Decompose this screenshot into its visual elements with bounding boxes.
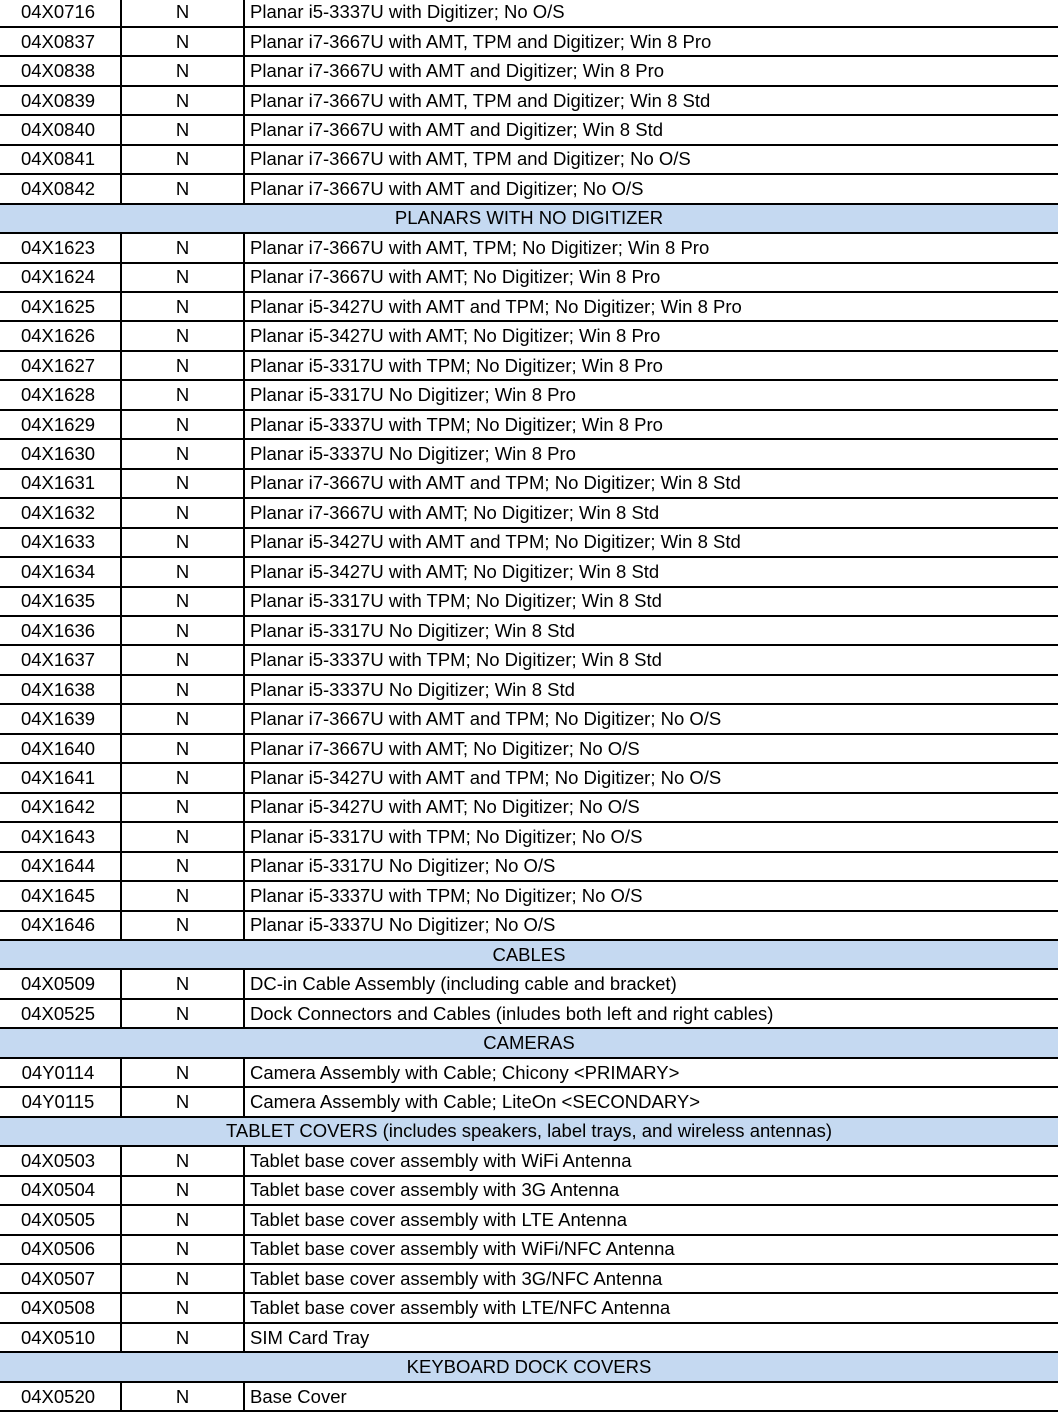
flag-cell: N: [122, 1383, 245, 1410]
description-cell: Planar i5-3427U with AMT; No Digitizer; Win 8 Pro: [250, 325, 661, 347]
section-header-row: [0, 1353, 1058, 1382]
flag-cell: N: [122, 794, 245, 821]
part-number-cell: 04X0841: [0, 146, 122, 173]
table-row: [0, 1177, 1058, 1206]
part-number-cell: 04X0839: [0, 87, 122, 114]
flag-cell: N: [122, 1177, 245, 1204]
description-cell: Tablet base cover assembly with LTE/NFC Antenna: [250, 1297, 671, 1319]
part-number-cell: 04Y0114: [0, 1059, 122, 1086]
flag-cell: N: [122, 1236, 245, 1263]
description-cell: Planar i7-3667U with AMT, TPM and Digitizer; Win 8 Std: [250, 89, 711, 111]
table-row: [0, 1088, 1058, 1117]
table-row: [0, 970, 1058, 999]
flag-cell: N: [122, 853, 245, 880]
flag-cell: N: [122, 1294, 245, 1321]
section-title: PLANARS WITH NO DIGITIZER: [394, 207, 664, 229]
table-row: [0, 322, 1058, 351]
flag-cell: N: [122, 175, 245, 202]
flag-cell: N: [122, 1147, 245, 1174]
part-number-cell: 04X0506: [0, 1236, 122, 1263]
flag-cell: N: [122, 529, 245, 556]
flag-cell: N: [122, 499, 245, 526]
part-number-cell: 04X1643: [0, 823, 122, 850]
part-number-cell: 04X0509: [0, 970, 122, 997]
table-row: [0, 1236, 1058, 1265]
table-row: [0, 234, 1058, 263]
flag-cell: N: [122, 352, 245, 379]
section-header-row: [0, 1029, 1058, 1058]
description-cell: Planar i5-3427U with AMT; No Digitizer; No O/S: [250, 796, 640, 818]
table-row: [0, 823, 1058, 852]
flag-cell: N: [122, 411, 245, 438]
flag-cell: N: [122, 234, 245, 261]
description-cell: Planar i5-3427U with AMT and TPM; No Digitizer; No O/S: [250, 767, 722, 788]
description-cell: Planar i5-3427U with AMT; No Digitizer; Win 8 Std: [250, 560, 660, 582]
table-row: [0, 617, 1058, 646]
flag-cell: N: [122, 116, 245, 143]
part-number-cell: 04X1645: [0, 882, 122, 909]
section-title: TABLET COVERS (includes speakers, label trays, and wireless antennas): [226, 1120, 832, 1142]
table-row: [0, 1059, 1058, 1088]
table-row: [0, 705, 1058, 734]
table-row: [0, 882, 1058, 911]
section-header-row: [0, 941, 1058, 970]
table-row: [0, 499, 1058, 528]
flag-cell: N: [122, 1059, 245, 1086]
description-cell: Camera Assembly with Cable; LiteOn <SECONDARY>: [250, 1090, 701, 1112]
flag-cell: N: [122, 0, 245, 26]
flag-cell: N: [122, 264, 245, 291]
section-title: KEYBOARD DOCK COVERS: [406, 1356, 652, 1378]
description-cell: Tablet base cover assembly with 3G/NFC Antenna: [250, 1267, 663, 1289]
flag-cell: N: [122, 735, 245, 762]
table-row: [0, 175, 1058, 204]
part-number-cell: 04X1626: [0, 322, 122, 349]
part-number-cell: 04X1630: [0, 440, 122, 467]
description-cell: Planar i7-3667U with AMT, TPM and Digitizer; No O/S: [250, 148, 691, 170]
description-cell: Planar i5-3317U No Digitizer; No O/S: [250, 855, 556, 877]
table-row: [0, 381, 1058, 410]
table-row: [0, 1265, 1058, 1294]
part-number-cell: 04X1638: [0, 676, 122, 703]
table-row: [0, 529, 1058, 558]
part-number-cell: 04X1628: [0, 381, 122, 408]
table-row: [0, 646, 1058, 675]
flag-cell: N: [122, 1324, 245, 1351]
flag-cell: N: [122, 1206, 245, 1233]
flag-cell: N: [122, 440, 245, 467]
flag-cell: N: [122, 970, 245, 997]
part-number-cell: 04X1624: [0, 264, 122, 291]
description-cell: Planar i7-3667U with AMT and TPM; No Digitizer; No O/S: [250, 708, 722, 730]
flag-cell: N: [122, 381, 245, 408]
table-row: [0, 1294, 1058, 1323]
part-number-cell: 04X0840: [0, 116, 122, 143]
part-number-cell: 04X0505: [0, 1206, 122, 1233]
description-cell: Planar i5-3317U with TPM; No Digitizer; No O/S: [250, 825, 643, 847]
flag-cell: N: [122, 1000, 245, 1027]
part-number-cell: 04X1636: [0, 617, 122, 644]
flag-cell: N: [122, 28, 245, 55]
table-row: [0, 1147, 1058, 1176]
description-cell: Planar i5-3317U with TPM; No Digitizer; Win 8 Std: [250, 590, 662, 612]
description-cell: Planar i7-3667U with AMT, TPM; No Digitizer; Win 8 Pro: [250, 236, 710, 258]
table-row: [0, 558, 1058, 587]
description-cell: Planar i7-3667U with AMT, TPM and Digitizer; Win 8 Pro: [250, 30, 712, 52]
flag-cell: N: [122, 1088, 245, 1115]
flag-cell: N: [122, 676, 245, 703]
part-number-cell: 04X1625: [0, 293, 122, 320]
flag-cell: N: [122, 1265, 245, 1292]
description-cell: Planar i5-3427U with AMT and TPM; No Digitizer; Win 8 Pro: [250, 295, 742, 317]
description-cell: Planar i7-3667U with AMT; No Digitizer; Win 8 Pro: [250, 266, 661, 288]
part-number-cell: 04X0837: [0, 28, 122, 55]
description-cell: Planar i5-3337U with TPM; No Digitizer; Win 8 Pro: [250, 413, 663, 435]
description-cell: Planar i5-3337U No Digitizer; No O/S: [250, 914, 556, 936]
description-cell: SIM Card Tray: [250, 1326, 370, 1348]
table-row: [0, 411, 1058, 440]
description-cell: Planar i7-3667U with AMT and Digitizer; No O/S: [250, 177, 644, 199]
flag-cell: N: [122, 764, 245, 791]
table-row: [0, 1383, 1058, 1412]
part-number-cell: 04X1634: [0, 558, 122, 585]
flag-cell: N: [122, 588, 245, 615]
description-cell: Planar i7-3667U with AMT; No Digitizer; Win 8 Std: [250, 501, 660, 523]
table-row: [0, 735, 1058, 764]
table-row: [0, 0, 1058, 28]
description-cell: Planar i7-3667U with AMT and Digitizer; Win 8 Std: [250, 119, 664, 141]
description-cell: Tablet base cover assembly with 3G Antenna: [250, 1179, 620, 1201]
description-cell: Planar i5-3317U No Digitizer; Win 8 Std: [250, 619, 575, 641]
description-cell: DC-in Cable Assembly (including cable and bracket): [250, 973, 677, 995]
part-number-cell: 04X1644: [0, 853, 122, 880]
section-title: CABLES: [492, 943, 566, 965]
part-number-cell: 04X1639: [0, 705, 122, 732]
flag-cell: N: [122, 470, 245, 497]
part-number-cell: 04X1637: [0, 646, 122, 673]
part-number-cell: 04X0504: [0, 1177, 122, 1204]
description-cell: Planar i5-3337U with TPM; No Digitizer; No O/S: [250, 884, 643, 906]
description-cell: Planar i5-3427U with AMT and TPM; No Digitizer; Win 8 Std: [250, 531, 741, 553]
description-cell: Dock Connectors and Cables (inludes both left and right cables): [250, 1002, 774, 1024]
table-row: [0, 87, 1058, 116]
part-number-cell: 04X1640: [0, 735, 122, 762]
section-header-row: [0, 205, 1058, 234]
description-cell: Planar i7-3667U with AMT and TPM; No Digitizer; Win 8 Std: [250, 472, 741, 494]
table-row: [0, 146, 1058, 175]
part-number-cell: 04X0507: [0, 1265, 122, 1292]
description-cell: Tablet base cover assembly with WiFi/NFC Antenna: [250, 1238, 675, 1260]
part-number-cell: 04X1632: [0, 499, 122, 526]
description-cell: Planar i5-3317U No Digitizer; Win 8 Pro: [250, 384, 576, 406]
part-number-cell: 04X0520: [0, 1383, 122, 1410]
table-row: [0, 1324, 1058, 1353]
table-row: [0, 912, 1058, 941]
table-row: [0, 352, 1058, 381]
table-row: [0, 470, 1058, 499]
table-row: [0, 116, 1058, 145]
flag-cell: N: [122, 912, 245, 939]
part-number-cell: 04X0716: [0, 0, 122, 26]
table-row: [0, 57, 1058, 86]
description-cell: Tablet base cover assembly with WiFi Antenna: [250, 1149, 632, 1171]
table-row: [0, 264, 1058, 293]
part-number-cell: 04X0525: [0, 1000, 122, 1027]
part-number-cell: 04X1629: [0, 411, 122, 438]
flag-cell: N: [122, 646, 245, 673]
description-cell: Base Cover: [250, 1385, 347, 1407]
part-number-cell: 04X1631: [0, 470, 122, 497]
part-number-cell: 04X0508: [0, 1294, 122, 1321]
table-row: [0, 1206, 1058, 1235]
flag-cell: N: [122, 293, 245, 320]
part-number-cell: 04X1646: [0, 912, 122, 939]
table-row: [0, 440, 1058, 469]
part-number-cell: 04X1641: [0, 764, 122, 791]
description-cell: Planar i5-3337U No Digitizer; Win 8 Std: [250, 678, 575, 700]
table-row: [0, 1000, 1058, 1029]
description-cell: Planar i7-3667U with AMT; No Digitizer; No O/S: [250, 737, 640, 759]
part-number-cell: 04X1635: [0, 588, 122, 615]
flag-cell: N: [122, 823, 245, 850]
description-cell: Camera Assembly with Cable; Chicony <PRIMARY>: [250, 1061, 680, 1083]
flag-cell: N: [122, 882, 245, 909]
part-number-cell: 04X1623: [0, 234, 122, 261]
flag-cell: N: [122, 87, 245, 114]
part-number-cell: 04Y0115: [0, 1088, 122, 1115]
part-number-cell: 04X0503: [0, 1147, 122, 1174]
table-row: [0, 588, 1058, 617]
flag-cell: N: [122, 57, 245, 84]
flag-cell: N: [122, 146, 245, 173]
part-number-cell: 04X0842: [0, 175, 122, 202]
flag-cell: N: [122, 322, 245, 349]
table-row: [0, 853, 1058, 882]
table-row: [0, 676, 1058, 705]
part-number-cell: 04X1627: [0, 352, 122, 379]
section-header-row: [0, 1118, 1058, 1147]
table-row: [0, 794, 1058, 823]
flag-cell: N: [122, 705, 245, 732]
section-title: CAMERAS: [483, 1032, 575, 1054]
flag-cell: N: [122, 617, 245, 644]
description-cell: Planar i5-3337U No Digitizer; Win 8 Pro: [250, 443, 576, 465]
part-number-cell: 04X0838: [0, 57, 122, 84]
part-number-cell: 04X1633: [0, 529, 122, 556]
flag-cell: N: [122, 558, 245, 585]
table-row: [0, 764, 1058, 793]
description-cell: Planar i7-3667U with AMT and Digitizer; Win 8 Pro: [250, 60, 665, 82]
description-cell: Tablet base cover assembly with LTE Antenna: [250, 1208, 628, 1230]
description-cell: Planar i5-3317U with TPM; No Digitizer; Win 8 Pro: [250, 354, 663, 376]
part-number-cell: 04X1642: [0, 794, 122, 821]
description-cell: Planar i5-3337U with TPM; No Digitizer; Win 8 Std: [250, 649, 662, 671]
table-row: [0, 28, 1058, 57]
description-cell: Planar i5-3337U with Digitizer; No O/S: [250, 1, 565, 23]
part-number-cell: 04X0510: [0, 1324, 122, 1351]
table-row: [0, 293, 1058, 322]
